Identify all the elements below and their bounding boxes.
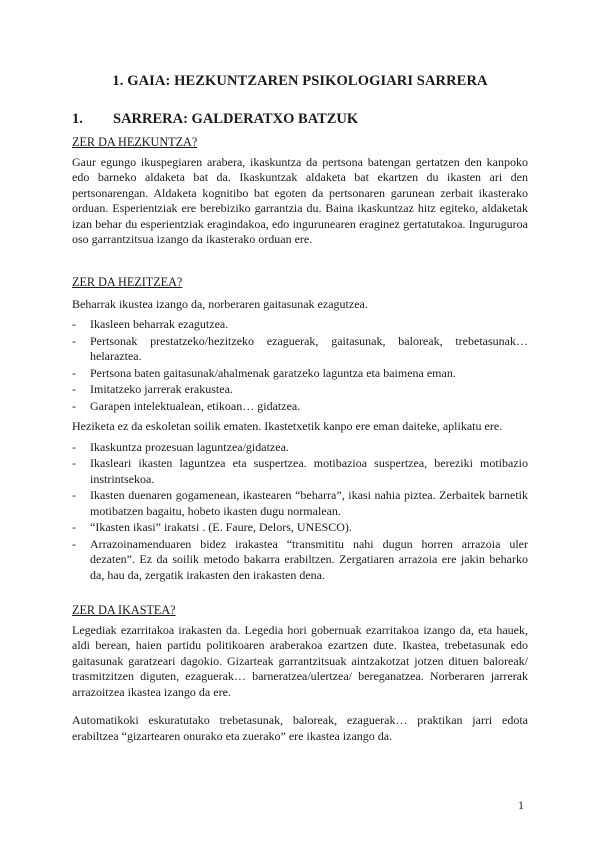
list-item: - “Ikasten ikasi” irakatsi . (E. Faure, Delors, UNESCO).: [72, 520, 528, 536]
list-item: - Pertsona baten gaitasunak/ahalmenak garatzeko laguntza eta baimena eman.: [72, 366, 528, 382]
section-number: 1.: [72, 111, 83, 127]
list-hezitzea-1: [72, 317, 528, 414]
heading-ikastea: ZER DA IKASTEA?: [72, 603, 176, 617]
list-item: - Ikaskuntza prozesuan laguntzea/gidatzea.: [72, 440, 528, 456]
block-ikastea: [72, 603, 528, 744]
heading-hezkuntza: ZER DA HEZKUNTZA?: [72, 135, 198, 149]
section-heading: [72, 111, 358, 128]
list-item: - Ikasleari ikasten laguntzea eta suspertzea. motibazioa suspertzea, bereziki motibazio instrintsekoa.: [72, 456, 528, 487]
list-item: - Imitatzeko jarrerak erakustea.: [72, 382, 528, 398]
heading-hezitzea: ZER DA HEZITZEA?: [72, 275, 183, 289]
section-title: SARRERA: GALDERATXO BATZUK: [113, 111, 359, 127]
list-item: - Ikasleen beharrak ezagutzea.: [72, 317, 528, 333]
paragraph-ikastea-2: Automatikoki eskuratutako trebetasunak, baloreak, ezaguerak… praktikan jarri edota erabiltzea “gizartearen onurako eta zuerako” ere ikastea izango da.: [72, 713, 528, 743]
intro-hezitzea: Beharrak ikustea izango da, norberaren gaitasunak ezagutzea.: [72, 296, 368, 311]
page-number: 1: [518, 798, 524, 812]
block-hezitzea: [72, 275, 528, 584]
list-item: - Pertsonak prestatzeko/hezitzeko ezaguerak, gaitasunak, baloreak, trebetasunak… helaraztea.: [72, 334, 528, 365]
list-item: - Garapen intelektualean, etikoan… gidatzea.: [72, 399, 528, 415]
block-hezkuntza: [72, 135, 528, 248]
list-item: - Ikasten duenaren gogamenean, ikastearen “beharra”, ikasi nahia piztea. Zerbaitek barnetik motibatzen bagaitu, hobeto ikasten dugu normalean.: [72, 488, 528, 519]
paragraph-ikastea-1: Legediak ezarritakoa irakasten da. Legedia hori gobernuak ezarritakoa izango da, eta hauek, aldi berean, haien partidu politikoaren araberakoa ezartzen dute. Ikastea, trebetasunak edo gaitasunak garatzeari dagokio. Gizarteak garrantzitsuak aintzakotzat jotzen dituen baloreak/ trasmitzitzen diguten, ezaguerak… barneratzea/ulertzea/ bereganatzea. Norberaren jarrerak arrazoitzea ikastea izango da ere.: [72, 622, 528, 699]
list-item: - Arrazoinamenduaren bidez irakastea “transmititu nahi dugun horren arrazoia uler dezaten”. Ez da soilik metodo bakarra erabiltzen. Zergatiaren arrazoia ere jakin beharko da, hau da, zergatik irakasten den irakasten dena.: [72, 537, 528, 584]
list-hezitzea-2: [72, 440, 528, 584]
chapter-title: 1. GAIA: HEZKUNTZAREN PSIKOLOGIARI SARRERA: [112, 73, 488, 89]
paragraph-hezkuntza: Gaur egungo ikuspegiaren arabera, ikaskuntza da pertsona batengan gertatzen den kanpoko edo barneko aldaketa bat da. Ikaskuntzak aldaketa bat ekartzen du ikasten ari den pertsonarengan. Aldaketa kognitibo bat egoten da pertsonaren garunean zerbait ikasterako orduan. Esperientziak ere berebiziko garrantzia du. Baina ikaskuntzaz hitz egiteko, aldaketak izan behar du esperientziak eragindakoa, edo ingurunearen eraginez gertatutakoa. Inguruguroa oso garrantzitsua izango da ikasterako orduan ere.: [72, 154, 528, 246]
intro-hezitzea-2: Heziketa ez da eskoletan soilik ematen. Ikastetxetik kanpo ere eman daiteke, aplikatu ere.: [72, 419, 503, 433]
